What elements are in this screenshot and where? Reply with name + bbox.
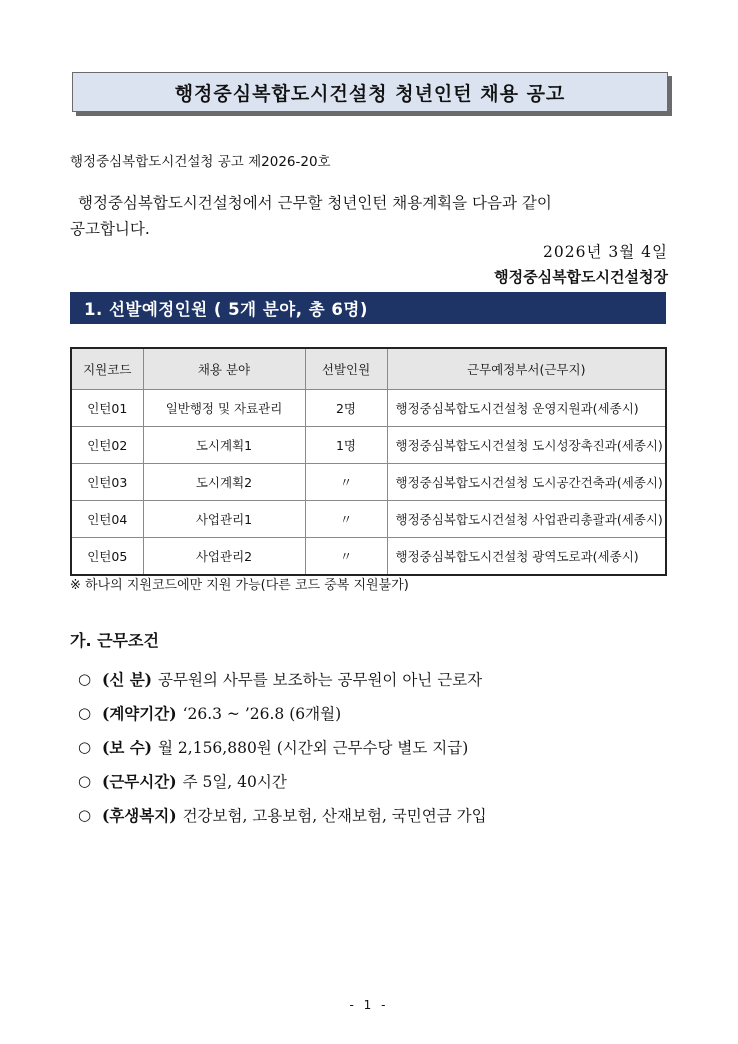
cell-dept: 행정중심복합도시건설청 도시성장촉진과(세종시) — [387, 427, 666, 464]
intro-line-2: 공고합니다. — [70, 220, 150, 238]
condition-label: (후생복지) — [102, 806, 177, 825]
cell-code: 인턴02 — [71, 427, 143, 464]
condition-text: 공무원의 사무를 보조하는 공무원이 아닌 근로자 — [158, 671, 483, 689]
cell-code: 인턴03 — [71, 464, 143, 501]
cell-count: 1명 — [305, 427, 387, 464]
condition-text: 월 2,156,880원 (시간외 근무수당 별도 지급) — [158, 739, 469, 757]
cell-dept: 행정중심복합도시건설청 운영지원과(세종시) — [387, 390, 666, 427]
list-item — [78, 662, 668, 696]
condition-text: 주 5일, 40시간 — [182, 773, 287, 791]
condition-text: ‘26.3 ~ ’26.8 (6개월) — [182, 705, 342, 723]
condition-label: (계약기간) — [102, 704, 177, 723]
condition-label: (근무시간) — [102, 772, 177, 791]
section-a-heading: 가. 근무조건 — [70, 631, 159, 650]
cell-count: 〃 — [305, 464, 387, 501]
cell-field: 도시계획1 — [143, 427, 305, 464]
signer: 행정중심복합도시건설청장 — [494, 268, 668, 286]
cell-code: 인턴01 — [71, 390, 143, 427]
page-number: - 1 - — [349, 998, 389, 1012]
header-code: 지원코드 — [71, 348, 143, 390]
circle-bullet-icon: ○ — [78, 738, 92, 756]
section-1-heading: 1. 선발예정인원 ( 5개 분야, 총 6명) — [70, 292, 666, 324]
condition-label: (보 수) — [102, 738, 153, 757]
circle-bullet-icon: ○ — [78, 670, 92, 688]
cell-code: 인턴05 — [71, 538, 143, 576]
table-row — [71, 501, 666, 538]
cell-count: 2명 — [305, 390, 387, 427]
intro-paragraph — [70, 190, 668, 242]
cell-field: 사업관리2 — [143, 538, 305, 576]
cell-field: 사업관리1 — [143, 501, 305, 538]
cell-code: 인턴04 — [71, 501, 143, 538]
notice-date: 2026년 3월 4일 — [543, 243, 668, 261]
condition-label: (신 분) — [102, 670, 153, 689]
header-count: 선발인원 — [305, 348, 387, 390]
document-title: 행정중심복합도시건설청 청년인턴 채용 공고 — [72, 72, 668, 112]
notice-number: 행정중심복합도시건설청 공고 제2026-20호 — [70, 154, 331, 170]
cell-count: 〃 — [305, 501, 387, 538]
cell-dept: 행정중심복합도시건설청 광역도로과(세종시) — [387, 538, 666, 576]
table-row — [71, 427, 666, 464]
header-field: 채용 분야 — [143, 348, 305, 390]
recruitment-table — [70, 347, 667, 576]
header-dept: 근무예정부서(근무지) — [387, 348, 666, 390]
cell-field: 일반행정 및 자료관리 — [143, 390, 305, 427]
list-item — [78, 798, 668, 832]
circle-bullet-icon: ○ — [78, 772, 92, 790]
cell-dept: 행정중심복합도시건설청 도시공간건축과(세종시) — [387, 464, 666, 501]
condition-text: 건강보험, 고용보험, 산재보험, 국민연금 가입 — [182, 807, 487, 825]
table-header-row — [71, 348, 666, 390]
list-item — [78, 730, 668, 764]
intro-line-1: 행정중심복합도시건설청에서 근무할 청년인턴 채용계획을 다음과 같이 — [78, 194, 552, 212]
application-note: ※ 하나의 지원코드에만 지원 가능(다른 코드 중복 지원불가) — [70, 578, 409, 593]
table-row — [71, 464, 666, 501]
cell-dept: 행정중심복합도시건설청 사업관리총괄과(세종시) — [387, 501, 666, 538]
cell-count: 〃 — [305, 538, 387, 576]
list-item — [78, 764, 668, 798]
list-item — [78, 696, 668, 730]
table-row — [71, 390, 666, 427]
cell-field: 도시계획2 — [143, 464, 305, 501]
table-row — [71, 538, 666, 576]
circle-bullet-icon: ○ — [78, 806, 92, 824]
work-conditions-list — [78, 662, 668, 832]
circle-bullet-icon: ○ — [78, 704, 92, 722]
